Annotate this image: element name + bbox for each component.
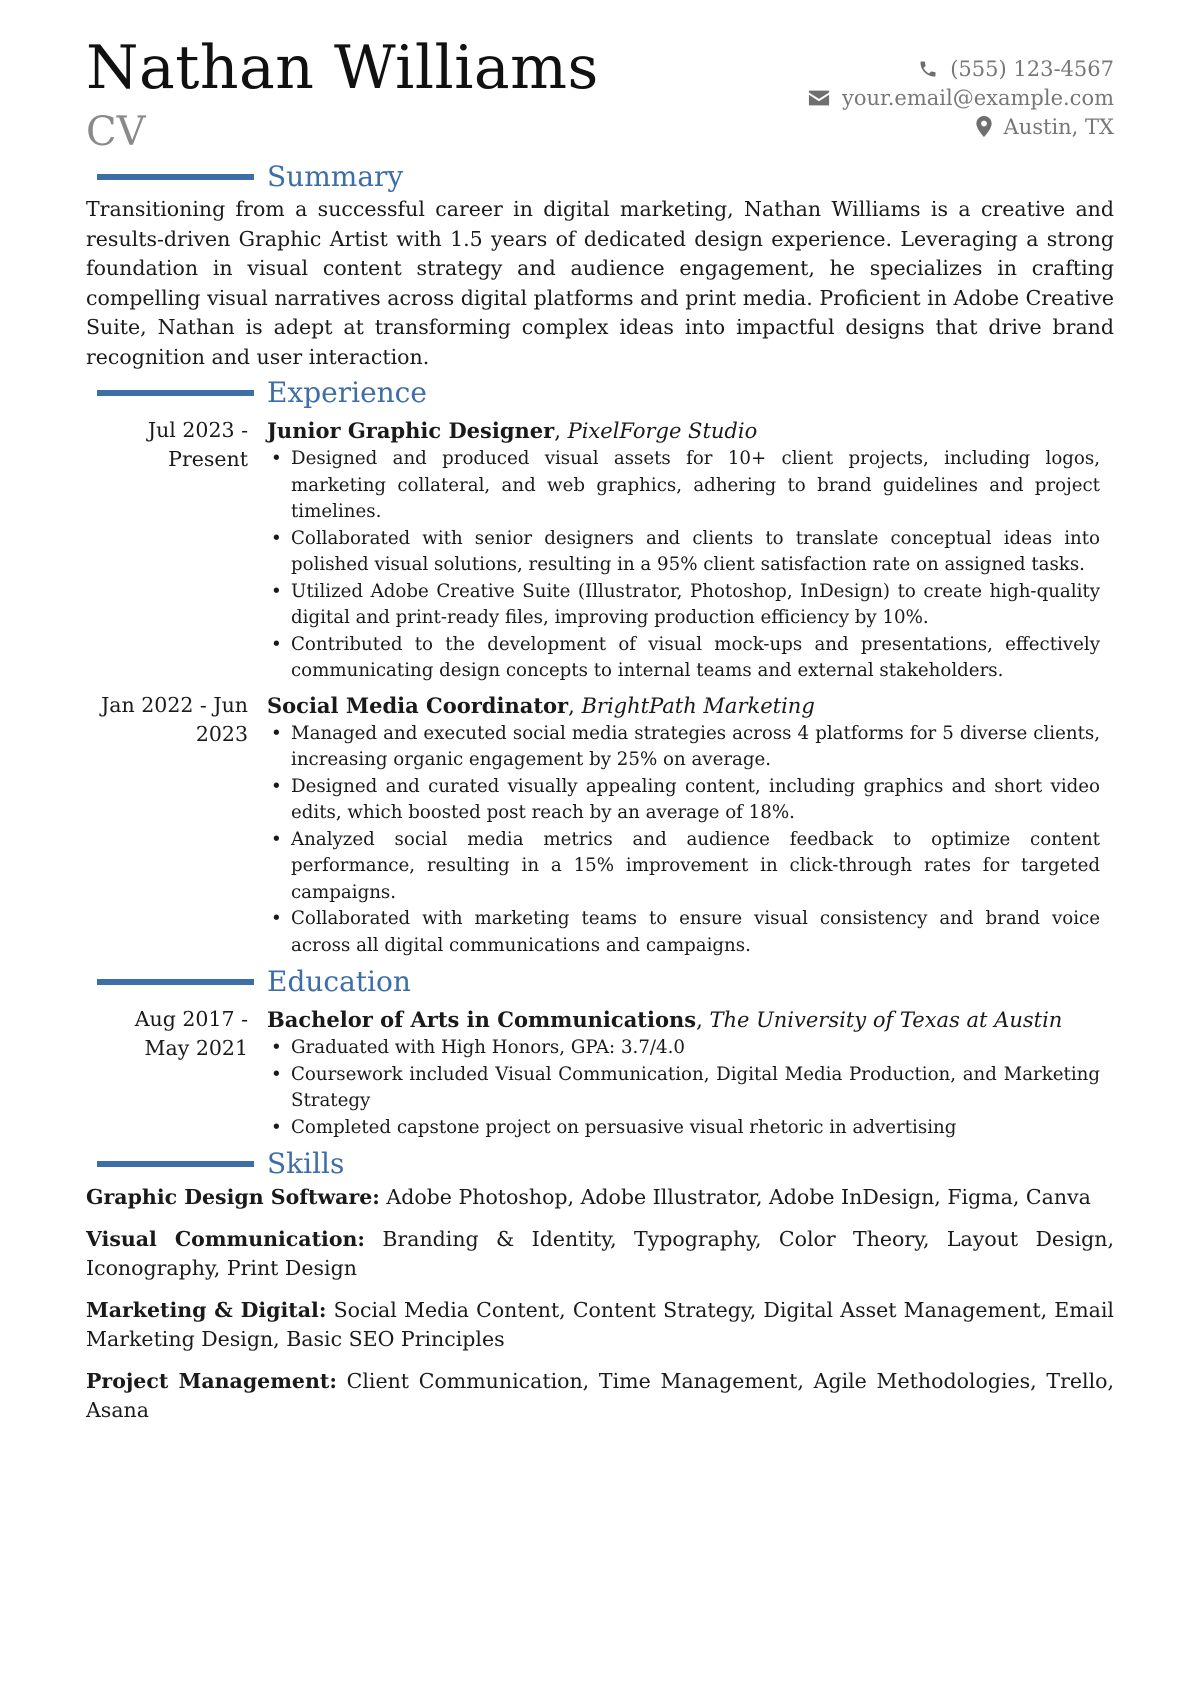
- contact-info: [808, 54, 1114, 141]
- bullet-item: • Completed capstone project on persuasive visual rhetoric in advertising: [267, 1115, 1100, 1142]
- skill-value: Branding & Identity, Typography, Color Theory, Layout Design, Iconography, Print Design: [86, 1226, 1114, 1280]
- bullet-item: • Analyzed social media metrics and audience feedback to optimize content performance, resulting in a 15% improvement in click-through rates for targeted campaigns.: [267, 827, 1100, 907]
- envelope-icon: [808, 89, 830, 107]
- location-text: Austin, TX: [1003, 114, 1114, 139]
- contact-phone: [808, 54, 1114, 83]
- experience-heading: [86, 376, 1114, 410]
- experience-entry: [86, 691, 1114, 960]
- document-subtitle: CV: [86, 109, 146, 155]
- phone-icon: [918, 59, 938, 79]
- bullet-item: • Coursework included Visual Communication, Digital Media Production, and Marketing Strategy: [267, 1062, 1100, 1115]
- section-accent-bar: [97, 979, 254, 985]
- skill-value: Social Media Content, Content Strategy, Digital Asset Management, Email Marketing Design, Basic SEO Principles: [86, 1297, 1114, 1351]
- bullet-item: • Utilized Adobe Creative Suite (Illustrator, Photoshop, InDesign) to create high-quality digital and print-ready files, improving production efficiency by 10%.: [267, 579, 1100, 632]
- bullet-item: • Collaborated with senior designers and clients to translate conceptual ideas into polished visual solutions, resulting in a 95% client satisfaction rate on assigned tasks.: [267, 526, 1100, 579]
- bullet-item: • Graduated with High Honors, GPA: 3.7/4.0: [267, 1035, 1100, 1062]
- education-entry: [86, 1005, 1114, 1141]
- contact-email: [808, 83, 1114, 112]
- entry-org: BrightPath Marketing: [581, 693, 815, 718]
- entry-bullets: [267, 446, 1100, 685]
- skill-row: [86, 1183, 1114, 1213]
- experience-entry: [86, 416, 1114, 685]
- section-accent-bar: [97, 390, 254, 396]
- skills-title: Skills: [267, 1147, 345, 1180]
- cv-page: [86, 0, 1114, 1438]
- experience-title: Experience: [267, 376, 427, 409]
- skill-row: [86, 1296, 1114, 1355]
- bullet-item: • Designed and curated visually appealing content, including graphics and short video edits, which boosted post reach by an average of 18%.: [267, 774, 1100, 827]
- skill-row: [86, 1225, 1114, 1284]
- entry-date: Jan 2022 - Jun 2023: [101, 692, 248, 746]
- map-pin-icon: [976, 116, 992, 137]
- skills-list: [86, 1183, 1114, 1426]
- candidate-name: Nathan Williams: [86, 33, 599, 103]
- skill-label: Visual Communication:: [86, 1226, 365, 1251]
- bullet-item: • Designed and produced visual assets for 10+ client projects, including logos, marketing collateral, and web graphics, adhering to brand guidelines and project timelines.: [267, 446, 1100, 526]
- section-accent-bar: [97, 174, 254, 180]
- entry-date: Aug 2017 - May 2021: [134, 1007, 248, 1060]
- entry-title: Social Media Coordinator, BrightPath Marketing: [267, 692, 815, 718]
- entry-title: Junior Graphic Designer, PixelForge Studio: [267, 418, 758, 443]
- entry-title: Bachelor of Arts in Communications, The University of Texas at Austin: [267, 1007, 1063, 1032]
- entry-date: Jul 2023 - Present: [147, 418, 248, 471]
- section-accent-bar: [97, 1161, 254, 1167]
- skill-row: [86, 1367, 1114, 1426]
- entry-org: PixelForge Studio: [567, 419, 758, 443]
- entry-bullets: [267, 1035, 1100, 1141]
- education-heading: [86, 965, 1114, 999]
- skill-label: Marketing & Digital:: [86, 1297, 327, 1322]
- entry-role: Junior Graphic Designer: [267, 418, 555, 443]
- bullet-item: • Contributed to the development of visual mock-ups and presentations, effectively communicating design concepts to internal teams and external stakeholders.: [267, 632, 1100, 685]
- skill-value: Client Communication, Time Management, Agile Methodologies, Trello, Asana: [86, 1368, 1114, 1422]
- skills-heading: [86, 1147, 1114, 1181]
- entry-bullets: [267, 721, 1100, 960]
- summary-heading: [86, 160, 1114, 194]
- contact-location: [808, 112, 1114, 141]
- email-text: your.email@example.com: [841, 85, 1114, 110]
- header: [86, 0, 1114, 160]
- education-title: Education: [267, 965, 411, 998]
- skill-value: Adobe Photoshop, Adobe Illustrator, Adobe InDesign, Figma, Canva: [386, 1185, 1091, 1209]
- skill-label: Project Management:: [86, 1368, 337, 1393]
- summary-title: Summary: [267, 160, 404, 193]
- bullet-item: • Managed and executed social media strategies across 4 platforms for 5 diverse clients, increasing organic engagement by 25% on average.: [267, 721, 1100, 774]
- summary-text: Transitioning from a successful career in digital marketing, Nathan Williams is a creative and results-driven Graphic Artist with 1.5 years of dedicated design experience. Leveraging a strong foundation in visual content strategy and audience engagement, he specializes in crafting compelling visual narratives across digital platforms and print media. Proficient in Adobe Creative Suite, Nathan is adept at transforming complex ideas into impactful designs that drive brand recognition and user interaction.: [86, 197, 1114, 369]
- bullet-item: • Collaborated with marketing teams to ensure visual consistency and brand voice across all digital communications and campaigns.: [267, 906, 1100, 959]
- entry-org: The University of Texas at Austin: [709, 1008, 1063, 1032]
- phone-text: (555) 123-4567: [950, 56, 1114, 81]
- entry-role: Bachelor of Arts in Communications: [267, 1007, 697, 1032]
- skill-label: Graphic Design Software:: [86, 1185, 380, 1209]
- entry-role: Social Media Coordinator: [267, 692, 569, 718]
